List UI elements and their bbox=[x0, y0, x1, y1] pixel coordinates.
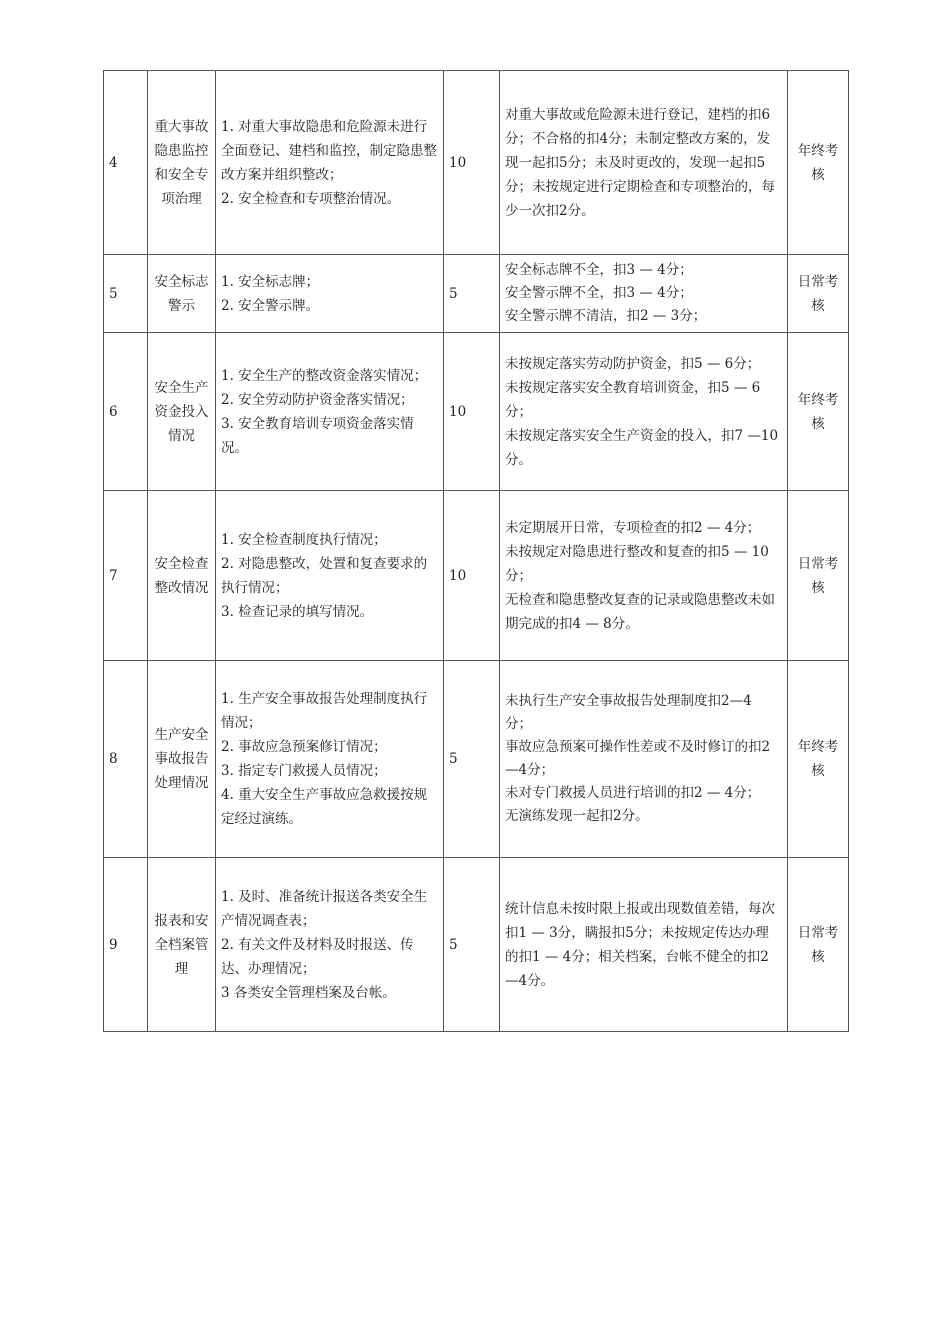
content-line: 1. 安全生产的整改资金落实情况； bbox=[221, 367, 428, 384]
table-row bbox=[104, 491, 849, 661]
item-number: 7 bbox=[104, 491, 148, 661]
score: 5 bbox=[444, 858, 500, 1032]
rule-line: 未按规定对隐患进行整改和复查的扣5 — 10 分； bbox=[505, 543, 769, 584]
content-line: 3. 指定专门救援人员情况； bbox=[221, 763, 387, 779]
deduction-rules bbox=[500, 491, 788, 661]
content-line: 2. 安全劳动防护资金落实情况； bbox=[221, 391, 414, 408]
rule-line: 统计信息未按时限上报或出现数值差错，每次扣1 — 3分，瞒报扣5分；未按规定传达办理的扣1 — 4分；相关档案，台帐不健全的扣2—4分。 bbox=[505, 900, 775, 989]
content-line: 3. 检查记录的填写情况。 bbox=[221, 603, 374, 620]
content-line: 1. 安全检查制度执行情况； bbox=[221, 531, 387, 548]
assessment-content bbox=[216, 491, 444, 661]
assessment-type: 年终考核 bbox=[788, 71, 849, 255]
assessment-content bbox=[216, 71, 444, 255]
assessment-table bbox=[103, 70, 849, 1032]
item-number: 5 bbox=[104, 255, 148, 333]
rule-line: 未按规定落实安全教育培训资金，扣5 — 6 分； bbox=[505, 379, 761, 420]
assessment-item: 安全标志警示 bbox=[148, 255, 216, 333]
table-row bbox=[104, 255, 849, 333]
assessment-item: 生产安全事故报告处理情况 bbox=[148, 661, 216, 858]
item-number: 9 bbox=[104, 858, 148, 1032]
content-line: 2. 有关文件及材料及时报送、传达、办理情况； bbox=[221, 936, 414, 977]
content-line: 1. 及时、准备统计报送各类安全生产情况调查表； bbox=[221, 888, 428, 929]
assessment-type: 年终考核 bbox=[788, 661, 849, 858]
content-line: 2. 安全检查和专项整治情况。 bbox=[221, 190, 401, 207]
content-line: 1. 安全标志牌； bbox=[221, 273, 320, 290]
rule-line: 无检查和隐患整改复查的记录或隐患整改未如期完成的扣4 — 8分。 bbox=[505, 591, 775, 632]
assessment-item: 报表和安全档案管理 bbox=[148, 858, 216, 1032]
deduction-rules bbox=[500, 71, 788, 255]
assessment-type: 年终考核 bbox=[788, 333, 849, 491]
rule-line: 未定期展开日常，专项检查的扣2 — 4分； bbox=[505, 519, 761, 536]
assessment-content bbox=[216, 333, 444, 491]
rule-line: 安全警示牌不清洁，扣2 — 3分； bbox=[505, 308, 707, 324]
item-number: 8 bbox=[104, 661, 148, 858]
table-row bbox=[104, 661, 849, 858]
score: 10 bbox=[444, 333, 500, 491]
content-line: 2. 对隐患整改，处置和复查要求的执行情况； bbox=[221, 555, 428, 596]
item-number: 6 bbox=[104, 333, 148, 491]
deduction-rules bbox=[500, 333, 788, 491]
content-line: 1. 生产安全事故报告处理制度执行情况； bbox=[221, 691, 428, 731]
rule-line: 未按规定落实安全生产资金的投入，扣7 —10分。 bbox=[505, 427, 779, 468]
rule-line: 安全标志牌不全，扣3 — 4分； bbox=[505, 262, 693, 278]
assessment-item: 安全生产资金投入情况 bbox=[148, 333, 216, 491]
assessment-type: 日常考核 bbox=[788, 255, 849, 333]
assessment-item: 重大事故隐患监控和安全专项治理 bbox=[148, 71, 216, 255]
deduction-rules bbox=[500, 858, 788, 1032]
content-line: 3 各类安全管理档案及台帐。 bbox=[221, 984, 396, 1001]
score: 10 bbox=[444, 491, 500, 661]
score: 10 bbox=[444, 71, 500, 255]
score: 5 bbox=[444, 255, 500, 333]
rule-line: 未按规定落实劳动防护资金，扣5 — 6分； bbox=[505, 355, 761, 372]
assessment-content bbox=[216, 858, 444, 1032]
table-row bbox=[104, 333, 849, 491]
rule-line: 未对专门救援人员进行培训的扣2 — 4分； bbox=[505, 785, 761, 801]
assessment-type: 日常考核 bbox=[788, 858, 849, 1032]
content-line: 2. 安全警示牌。 bbox=[221, 297, 320, 314]
content-line: 2. 事故应急预案修订情况； bbox=[221, 739, 387, 755]
item-number: 4 bbox=[104, 71, 148, 255]
table-row bbox=[104, 858, 849, 1032]
assessment-item: 安全检查整改情况 bbox=[148, 491, 216, 661]
assessment-content bbox=[216, 661, 444, 858]
table-row bbox=[104, 71, 849, 255]
content-line: 1. 对重大事故隐患和危险源未进行全面登记、建档和监控，制定隐患整改方案并组织整改； bbox=[221, 118, 437, 183]
content-line: 4. 重大安全生产事故应急救援按规定经过演练。 bbox=[221, 787, 428, 827]
rule-line: 事故应急预案可操作性差或不及时修订的扣2—4分； bbox=[505, 739, 771, 778]
rule-line: 对重大事故或危险源未进行登记，建档的扣6分；不合格的扣4分；未制定整改方案的，发现一起扣5分；未及时更改的，发现一起扣5分；未按规定进行定期检查和专项整治的，每少一次扣2分。 bbox=[505, 106, 775, 219]
rule-line: 无演练发现一起扣2分。 bbox=[505, 808, 649, 824]
score: 5 bbox=[444, 661, 500, 858]
rule-line: 未执行生产安全事故报告处理制度扣2—4 分； bbox=[505, 693, 752, 732]
content-line: 3. 安全教育培训专项资金落实情况。 bbox=[221, 415, 414, 456]
rule-line: 安全警示牌不全，扣3 — 4分； bbox=[505, 285, 693, 301]
assessment-type: 日常考核 bbox=[788, 491, 849, 661]
deduction-rules bbox=[500, 255, 788, 333]
assessment-content bbox=[216, 255, 444, 333]
deduction-rules bbox=[500, 661, 788, 858]
